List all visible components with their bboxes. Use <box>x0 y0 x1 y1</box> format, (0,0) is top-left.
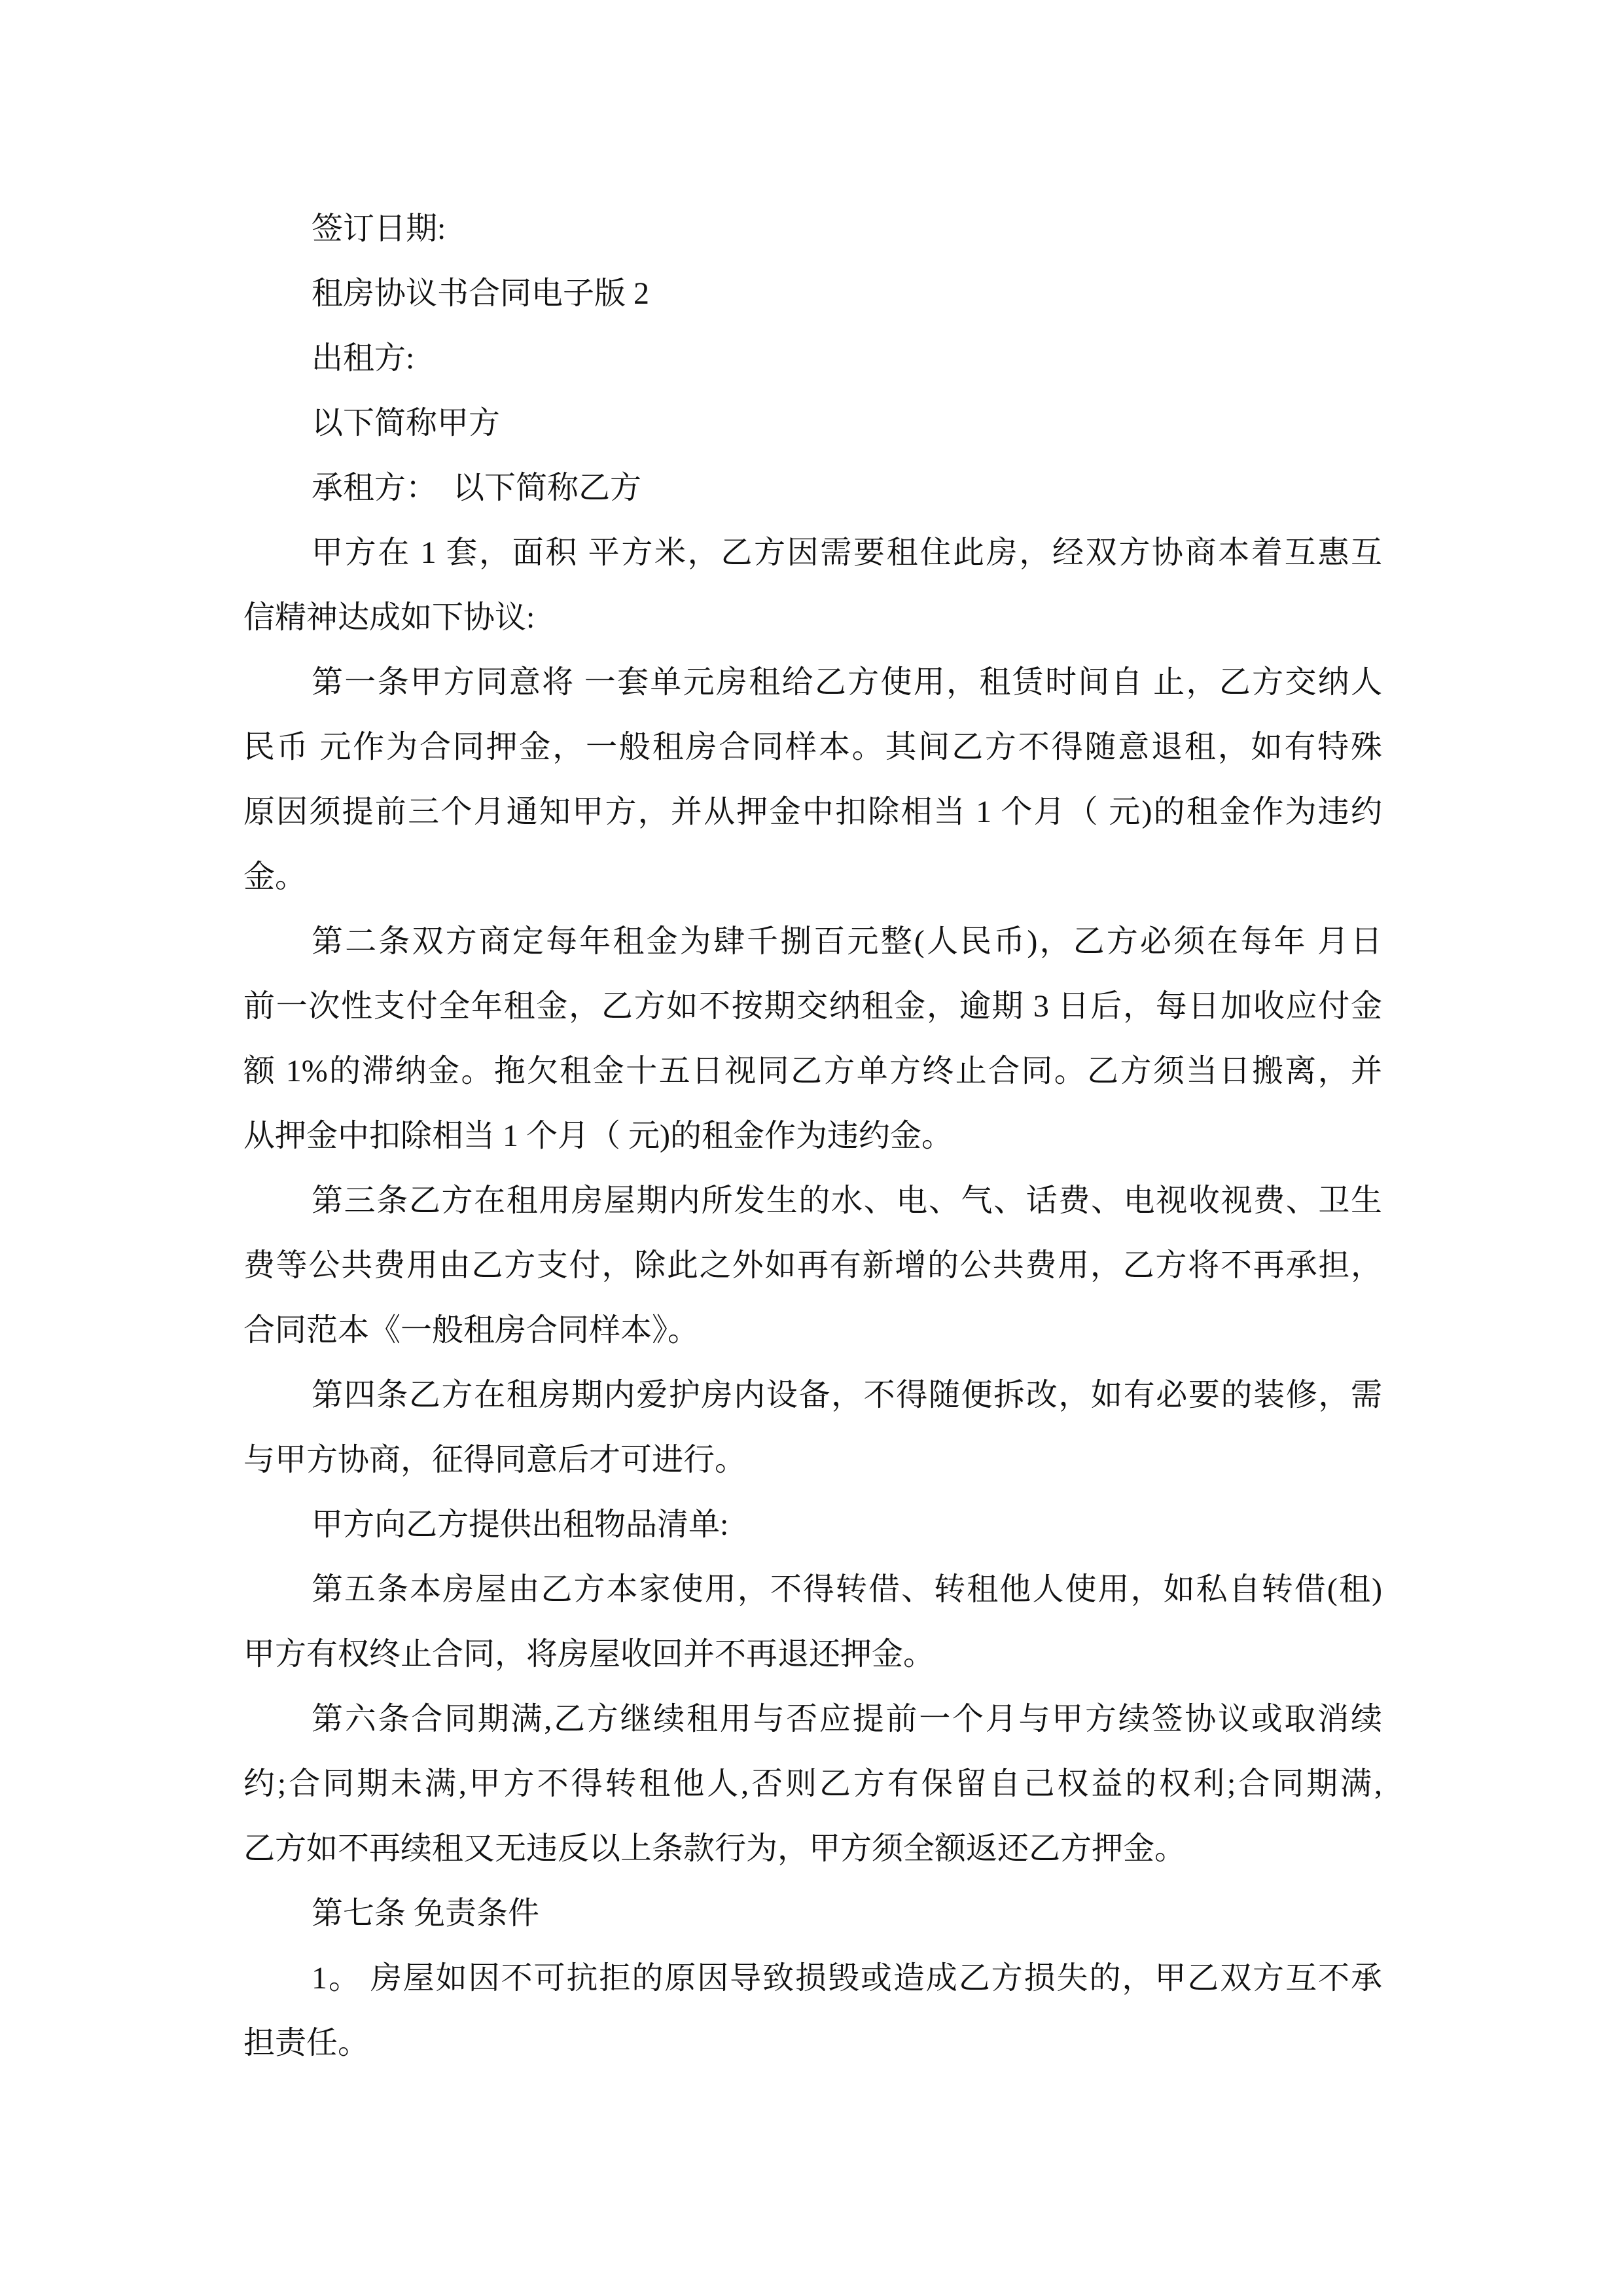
contract-lines <box>243 196 1382 2075</box>
text-line: 承租方： 以下简称乙方 <box>312 471 642 505</box>
text-line: 从押金中扣除相当 1 个月（ 元)的租金作为违约金。 <box>243 1119 953 1153</box>
text-line: 费等公共费用由乙方支付，除此之外如再有新增的公共费用，乙方将不再承担， <box>243 1248 1382 1283</box>
text-line: 第三条乙方在租用房屋期内所发生的水、电、气、话费、电视收视费、卫生 <box>312 1183 1382 1218</box>
text-line: 担责任。 <box>243 2026 370 2060</box>
text-line: 额 1%的滞纳金。拖欠租金十五日视同乙方单方终止合同。乙方须当日搬离，并 <box>243 1054 1382 1088</box>
text-line: 第五条本房屋由乙方本家使用，不得转借、转租他人使用，如私自转借(租) <box>312 1572 1382 1607</box>
text-line: 原因须提前三个月通知甲方，并从押金中扣除相当 1 个月（ 元)的租金作为违约 <box>243 795 1382 829</box>
text-line: 与甲方协商，征得同意后才可进行。 <box>243 1443 747 1477</box>
text-line: 民币 元作为合同押金，一般租房合同样本。其间乙方不得随意退租，如有特殊 <box>243 730 1382 764</box>
text-line: 合同范本《一般租房合同样本》。 <box>243 1313 700 1348</box>
text-line: 甲方向乙方提供出租物品清单: <box>312 1507 729 1542</box>
text-line: 第六条合同期满,乙方继续租用与否应提前一个月与甲方续签协议或取消续 <box>312 1702 1382 1736</box>
text-line: 乙方如不再续租又无违反以上条款行为，甲方须全额返还乙方押金。 <box>243 1831 1186 1866</box>
text-line: 第四条乙方在租房期内爱护房内设备，不得随便拆改，如有必要的装修，需 <box>312 1378 1382 1412</box>
text-line: 甲方有权终止合同，将房屋收回并不再退还押金。 <box>243 1637 935 1672</box>
text-line: 第七条 免责条件 <box>312 1896 540 1931</box>
text-line: 签订日期: <box>312 211 446 246</box>
text-line: 约;合同期未满,甲方不得转租他人,否则乙方有保留自己权益的权利;合同期满, <box>243 1767 1382 1801</box>
text-line: 第一条甲方同意将 一套单元房租给乙方使用，租赁时间自 止，乙方交纳人 <box>312 665 1382 700</box>
text-line: 甲方在 1 套，面积 平方米，乙方因需要租住此房，经双方协商本着互惠互 <box>312 535 1382 570</box>
text-line: 租房协议书合同电子版 2 <box>312 276 650 311</box>
text-line: 前一次性支付全年租金，乙方如不按期交纳租金，逾期 3 日后，每日加收应付金 <box>243 989 1382 1024</box>
text-line: 信精神达成如下协议: <box>243 600 535 635</box>
text-line: 第二条双方商定每年租金为肆千捌百元整(人民币)，乙方必须在每年 月日 <box>312 924 1382 959</box>
text-line: 以下简称甲方 <box>312 406 501 440</box>
text-line: 金。 <box>243 859 307 894</box>
text-line: 出租方: <box>312 341 415 376</box>
text-line: 1。 房屋如因不可抗拒的原因导致损毁或造成乙方损失的，甲乙双方互不承 <box>312 1961 1382 1996</box>
